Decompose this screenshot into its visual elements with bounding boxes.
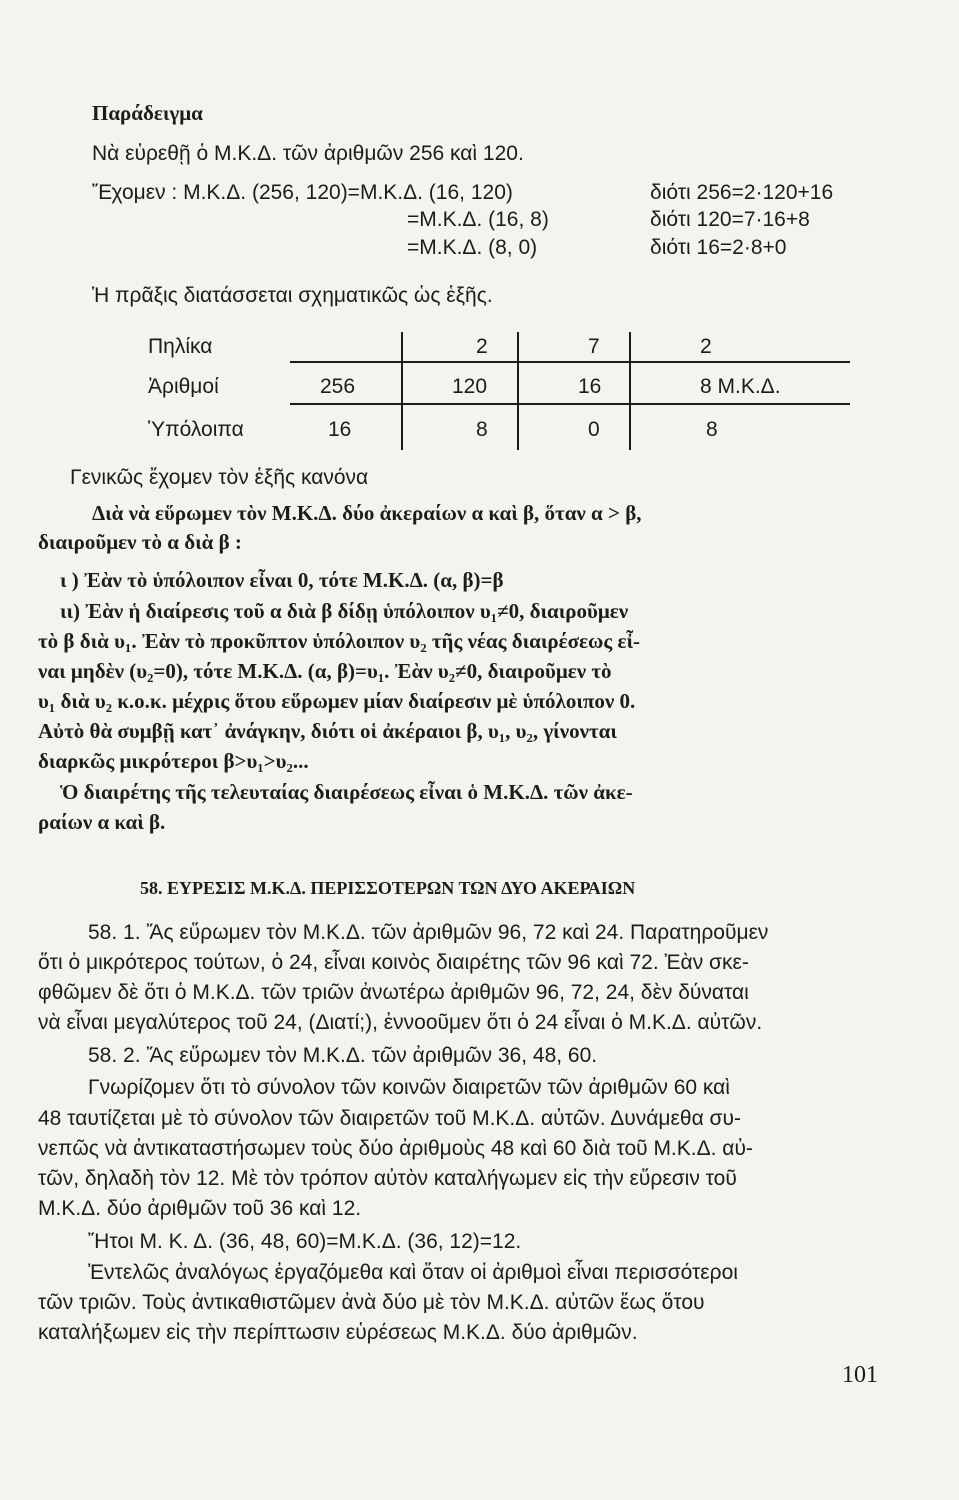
example-title: Παράδειγμα: [92, 101, 203, 125]
step-3-lhs: =Μ.Κ.Δ. (8, 0): [407, 236, 538, 259]
table-row-label: Ἀριθμοί: [148, 375, 219, 398]
section-line-12: Ἐντελῶς ἀναλόγως ἐργαζόμεθα καὶ ὅταν οἱ ἀριθμοὶ εἶναι περισσότεροι: [88, 1261, 738, 1284]
rule-line-11: ραίων α καὶ β.: [38, 810, 166, 834]
section-line-7: 48 ταυτίζεται μὲ τὸ σύνολον τῶν διαιρετῶν τοῦ Μ.Κ.Δ. αὐτῶν. Δυνάμεθα συ-: [38, 1107, 741, 1130]
rule-line-7: υ₁ διὰ υ₂ κ.ο.κ. μέχρις ὅτου εὕρωμεν μίαν διαίρεσιν μὲ ὑπόλοιπον 0.: [38, 689, 636, 713]
section-line-4: νὰ εἶναι μεγαλύτερος τοῦ 24, (Διατί;), ἐννοοῦμεν ὅτι ὁ 24 εἶναι ὁ Μ.Κ.Δ. αὐτῶν.: [38, 1011, 763, 1034]
table-cell: 8 Μ.Κ.Δ.: [700, 375, 781, 398]
section-line-1: 58. 1. Ἄς εὕρωμεν τὸν Μ.Κ.Δ. τῶν ἀριθμῶν 96, 72 καὶ 24. Παρατηροῦμεν: [88, 921, 769, 944]
section-heading: 58. ΕΥΡΕΣΙΣ Μ.Κ.Δ. ΠΕΡΙΣΣΟΤΕΡΩΝ ΤΩΝ ΔΥΟ ΑΚΕΡΑΙΩΝ: [140, 878, 636, 898]
division-scheme-table: [110, 322, 870, 457]
section-line-8: νεπῶς νὰ ἀντικαταστήσωμεν τοὺς δύο ἀριθμοὺς 48 καὶ 60 διὰ τοῦ Μ.Κ.Δ. αὐ-: [38, 1137, 753, 1160]
step-2-reason: διότι 120=7·16+8: [650, 208, 810, 231]
step-1-reason: διότι 256=2·120+16: [650, 181, 834, 204]
section-line-2: ὅτι ὁ μικρότερος τούτων, ὁ 24, εἶναι κοινὸς διαιρέτης τῶν 96 καὶ 72. Ἐὰν σκε-: [38, 951, 749, 974]
rule-line-4: ιι) Ἐὰν ἡ διαίρεσις τοῦ α διὰ β δίδῃ ὑπόλοιπον υ₁≠0, διαιροῦμεν: [60, 599, 629, 623]
rule-line-5: τὸ β διὰ υ₁. Ἐὰν τὸ προκῦπτον ὑπόλοιπον υ₂ τῆς νέας διαιρέσεως εἶ-: [38, 629, 640, 653]
table-cell: 7: [588, 335, 600, 358]
table-cell: 256: [320, 375, 356, 398]
rule-line-9: διαρκῶς μικρότεροι β>υ₁>υ₂...: [38, 749, 309, 773]
section-line-13: τῶν τριῶν. Τοὺς ἀντικαθιστῶμεν ἀνὰ δύο μὲ τὸν Μ.Κ.Δ. αὐτῶν ἕως ὅτου: [38, 1291, 705, 1314]
rule-line-10: Ὁ διαιρέτης τῆς τελευταίας διαιρέσεως εἶναι ὁ Μ.Κ.Δ. τῶν ἀκε-: [60, 780, 633, 804]
table-cell: 16: [578, 375, 602, 398]
step-1-lhs: Ἔχομεν : Μ.Κ.Δ. (256, 120)=Μ.Κ.Δ. (16, 120): [92, 181, 513, 204]
page-number: 101: [842, 1362, 878, 1388]
rule-line-2: διαιροῦμεν τὸ α διὰ β :: [38, 530, 242, 554]
section-line-11: Ἤτοι Μ. Κ. Δ. (36, 48, 60)=Μ.Κ.Δ. (36, 12)=12.: [88, 1230, 522, 1253]
table-cell: 2: [700, 335, 712, 358]
rule-line-6: ναι μηδὲν (υ₂=0), τότε Μ.Κ.Δ. (α, β)=υ₁. Ἐὰν υ₂≠0, διαιροῦμεν τὸ: [38, 659, 612, 683]
rule-line-3: ι ) Ἐὰν τὸ ὑπόλοιπον εἶναι 0, τότε Μ.Κ.Δ. (α, β)=β: [60, 568, 504, 592]
table-cell: 8: [706, 418, 718, 441]
step-2-lhs: =Μ.Κ.Δ. (16, 8): [407, 208, 549, 231]
table-cell: 16: [328, 418, 352, 441]
rule-line-8: Αὐτὸ θὰ συμβῇ κατ᾽ ἀνάγκην, διότι οἱ ἀκέραιοι β, υ₁, υ₂, γίνονται: [38, 719, 617, 743]
table-row-label: Πηλίκα: [148, 335, 213, 358]
table-cell: 120: [452, 375, 488, 398]
rule-intro: Γενικῶς ἔχομεν τὸν ἑξῆς κανόνα: [70, 466, 369, 489]
example-task: Νὰ εὑρεθῇ ὁ Μ.Κ.Δ. τῶν ἀριθμῶν 256 καὶ 120.: [92, 142, 524, 165]
rule-line-1: Διὰ νὰ εὕρωμεν τὸν Μ.Κ.Δ. δύο ἀκεραίων α καὶ β, ὅταν α > β,: [92, 501, 642, 525]
section-line-14: καταλήξωμεν εἰς τὴν περίπτωσιν εὑρέσεως Μ.Κ.Δ. δύο ἀριθμῶν.: [38, 1321, 638, 1344]
section-line-6: Γνωρίζομεν ὅτι τὸ σύνολον τῶν κοινῶν διαιρετῶν τῶν ἀριθμῶν 60 καὶ: [88, 1076, 730, 1099]
section-line-5: 58. 2. Ἄς εὕρωμεν τὸν Μ.Κ.Δ. τῶν ἀριθμῶν 36, 48, 60.: [88, 1044, 598, 1067]
step-3-reason: διότι 16=2·8+0: [650, 236, 787, 259]
scheme-intro: Ἡ πρᾶξις διατάσσεται σχηματικῶς ὡς ἑξῆς.: [92, 284, 493, 307]
section-line-9: τῶν, δηλαδὴ τὸν 12. Μὲ τὸν τρόπον αὐτὸν καταλήγωμεν εἰς τὴν εὕρεσιν τοῦ: [38, 1167, 737, 1190]
table-row-label: Ὑπόλοιπα: [148, 418, 244, 441]
section-line-3: φθῶμεν δὲ ὅτι ὁ Μ.Κ.Δ. τῶν τριῶν ἀνωτέρω ἀριθμῶν 96, 72, 24, δὲν δύναται: [38, 981, 749, 1004]
table-cell: 8: [476, 418, 488, 441]
table-cell: 2: [476, 335, 488, 358]
table-cell: 0: [588, 418, 600, 441]
section-line-10: Μ.Κ.Δ. δύο ἀριθμῶν τοῦ 36 καὶ 12.: [38, 1197, 362, 1220]
